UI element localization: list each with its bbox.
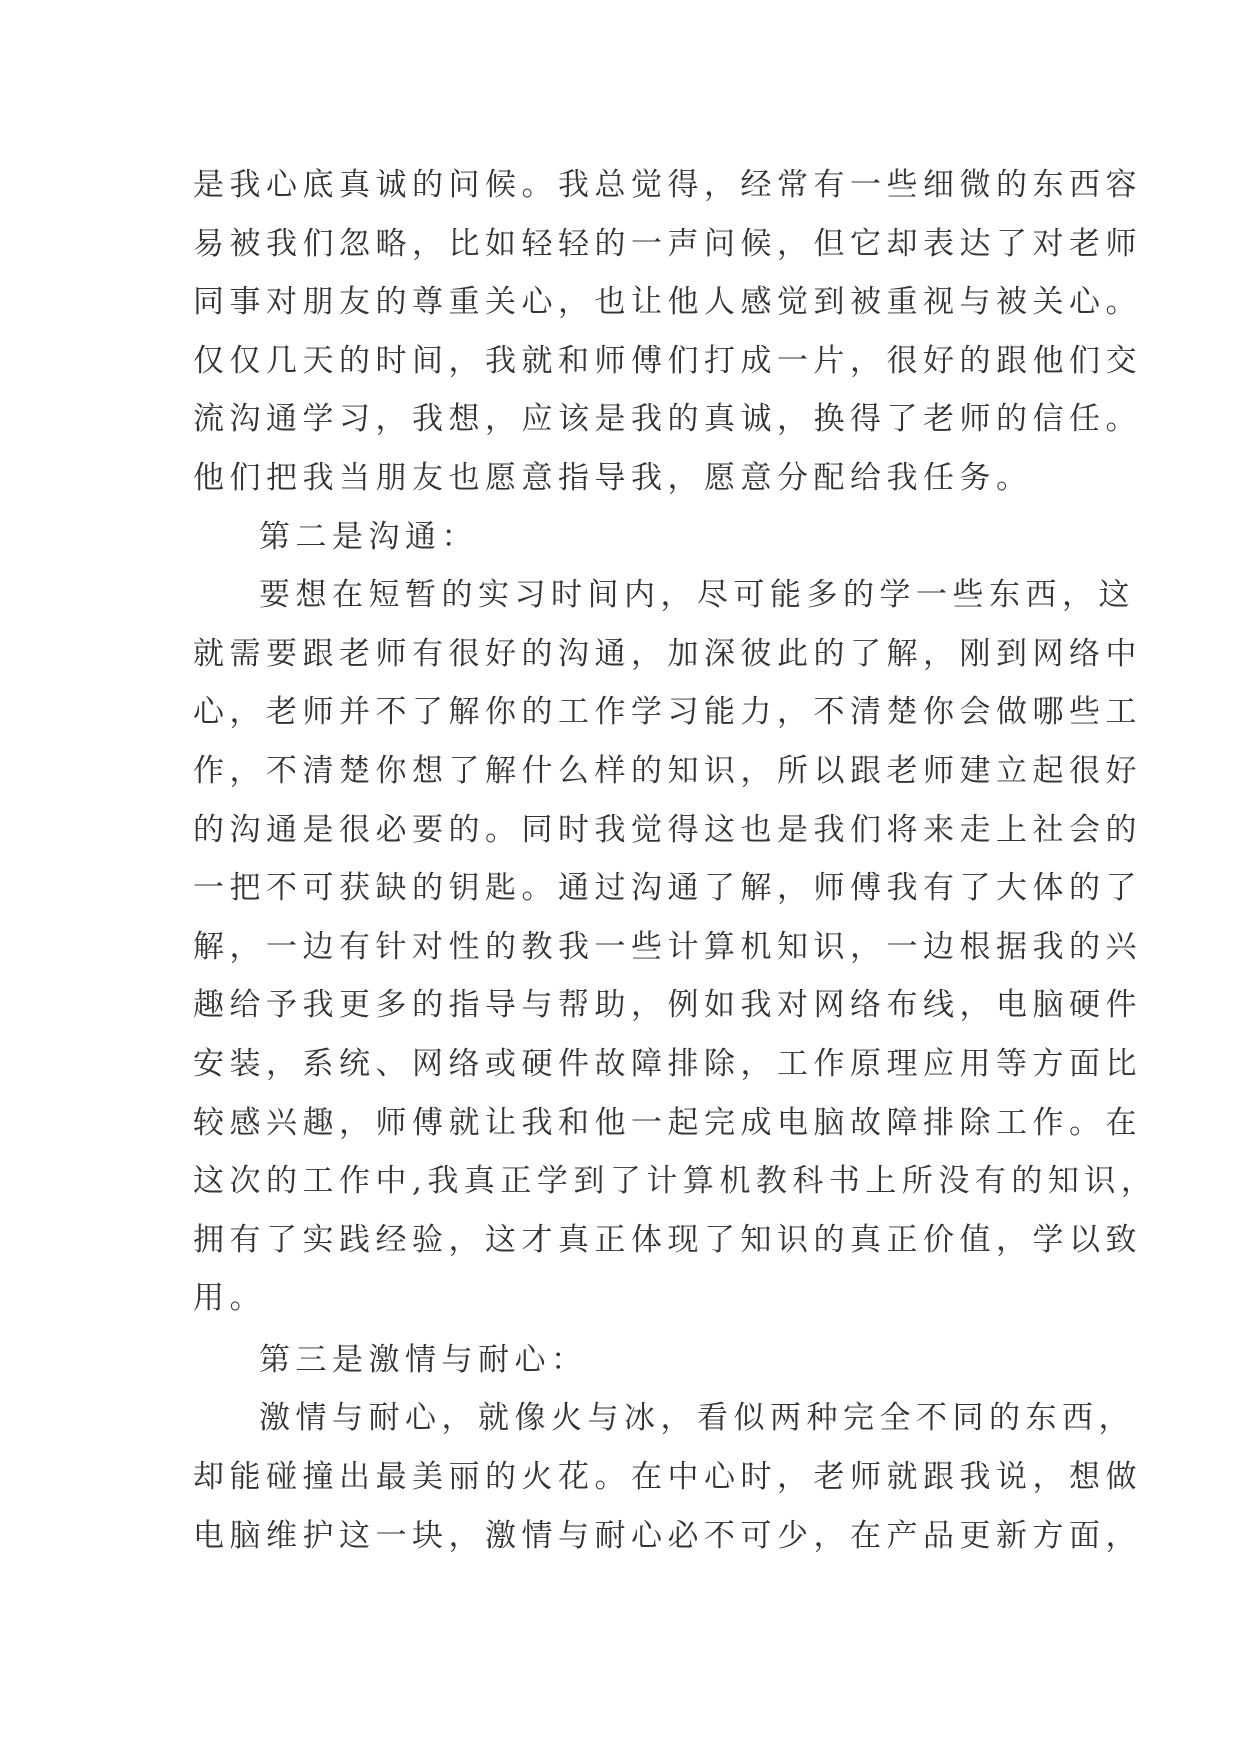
section-heading: 第二是沟通：	[259, 518, 478, 555]
text-line: 同事对朋友的尊重关心，也让他人感觉到被重视与被关心。	[193, 284, 1142, 321]
text-line: 是我心底真诚的问候。我总觉得，经常有一些细微的东西容	[193, 167, 1142, 203]
text-line: 要想在短暂的实习时间内，尽可能多的学一些东西，这	[259, 577, 1135, 614]
text-line: 解，一边有针对性的教我一些计算机知识，一边根据我的兴	[193, 928, 1142, 965]
text-line: 心，老师并不了解你的工作学习能力，不清楚你会做哪些工	[193, 694, 1142, 731]
text-line: 这次的工作中,我真正学到了计算机教科书上所没有的知识，	[193, 1163, 1158, 1200]
text-line: 的沟通是很必要的。同时我觉得这也是我们将来走上社会的	[193, 811, 1142, 848]
text-line: 安装，系统、网络或硬件故障排除，工作原理应用等方面比	[193, 1045, 1142, 1082]
document-body	[193, 156, 1158, 1565]
text-line: 却能碰撞出最美丽的火花。在中心时，老师就跟我说，想做	[193, 1459, 1142, 1496]
text-line: 作，不清楚你想了解什么样的知识，所以跟老师建立起很好	[193, 752, 1142, 789]
text-line: 就需要跟老师有很好的沟通，加深彼此的了解，刚到网络中	[193, 635, 1142, 672]
text-line: 他们把我当朋友也愿意指导我，愿意分配给我任务。	[193, 459, 1033, 496]
text-line: 用。	[193, 1280, 266, 1317]
text-line: 一把不可获缺的钥匙。通过沟通了解，师傅我有了大体的了	[193, 870, 1142, 907]
text-line: 趣给予我更多的指导与帮助，例如我对网络布线，电脑硬件	[193, 987, 1142, 1024]
text-line: 拥有了实践经验，这才真正体现了知识的真正价值，学以致	[193, 1221, 1142, 1258]
text-line: 流沟通学习，我想，应该是我的真诚，换得了老师的信任。	[193, 401, 1142, 438]
text-line: 激情与耐心，就像火与冰，看似两种完全不同的东西，	[259, 1400, 1135, 1437]
text-line: 电脑维护这一块，激情与耐心必不可少，在产品更新方面，	[193, 1517, 1142, 1554]
text-line: 仅仅几天的时间，我就和师傅们打成一片，很好的跟他们交	[193, 342, 1142, 379]
text-line: 较感兴趣，师傅就让我和他一起完成电脑故障排除工作。在	[193, 1104, 1142, 1141]
text-line: 易被我们忽略，比如轻轻的一声问候，但它却表达了对老师	[193, 225, 1142, 262]
section-heading: 第三是激情与耐心：	[259, 1341, 588, 1378]
